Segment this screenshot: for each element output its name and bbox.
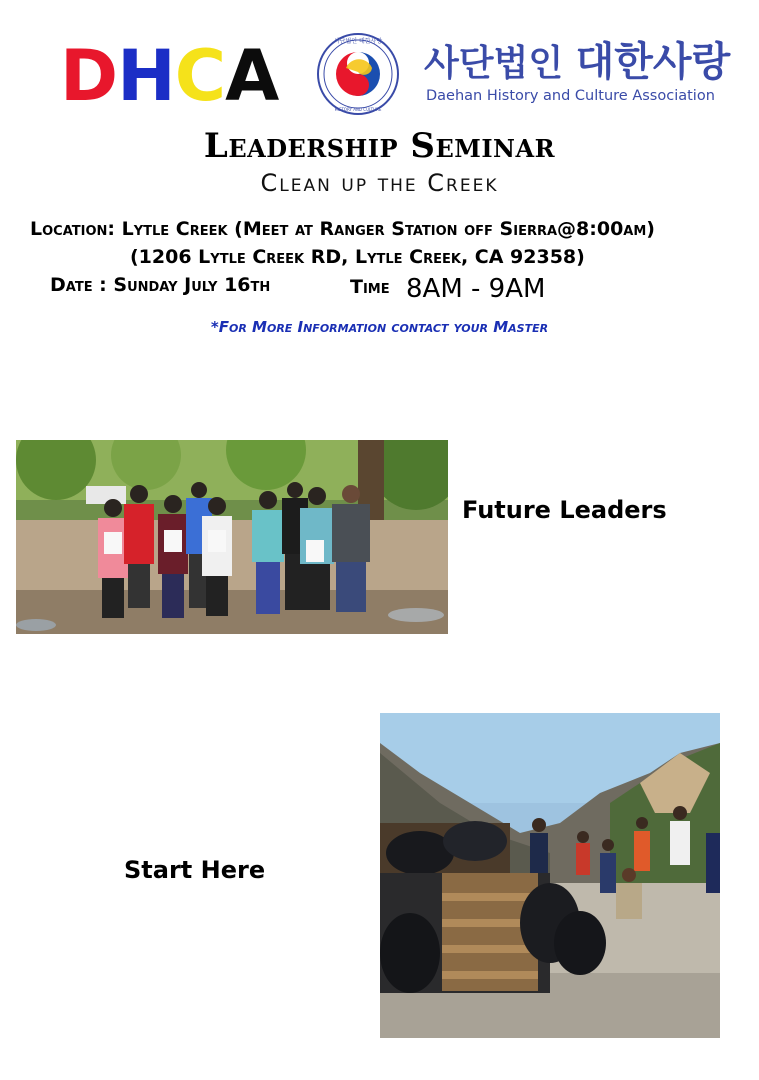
logo-letter-c: C [174, 35, 226, 117]
svg-text:사단법인 대한사랑: 사단법인 대한사랑 [333, 38, 383, 45]
seminar-title: Leadership Seminar [203, 126, 556, 166]
start-here-photo [380, 713, 720, 1038]
assoc-korean-prefix: 사단법인 [424, 43, 564, 84]
logo-letter-a: A [225, 35, 279, 117]
address-line: (1206 Lytle Creek RD, Lytle Creek, CA 92358) [130, 246, 585, 268]
svg-text:HISTORY AND CULTURE: HISTORY AND CULTURE [334, 107, 382, 112]
more-info-note: *For More Information contact your Master [210, 318, 549, 336]
seminar-subtitle: Clean up the Creek [260, 169, 499, 197]
association-emblem-icon [316, 32, 400, 116]
start-here-caption: Start Here [124, 856, 266, 884]
time-label: Time [350, 276, 390, 298]
dhca-logo [60, 36, 278, 116]
logo-letter-h: H [117, 35, 175, 117]
association-english-name: Daehan History and Culture Association [426, 88, 715, 104]
time-value: 8AM - 9AM [406, 274, 546, 304]
date-line: Date : Sunday July 16th [50, 274, 271, 296]
assoc-korean-title: 대한사랑 [575, 39, 731, 85]
future-leaders-photo [16, 440, 448, 634]
future-leaders-caption: Future Leaders [462, 496, 667, 524]
location-line: Location: Lytle Creek (Meet at Ranger Station off Sierra@8:00am) [30, 218, 655, 240]
association-korean-name [424, 40, 730, 86]
logo-letter-d: D [60, 35, 118, 117]
